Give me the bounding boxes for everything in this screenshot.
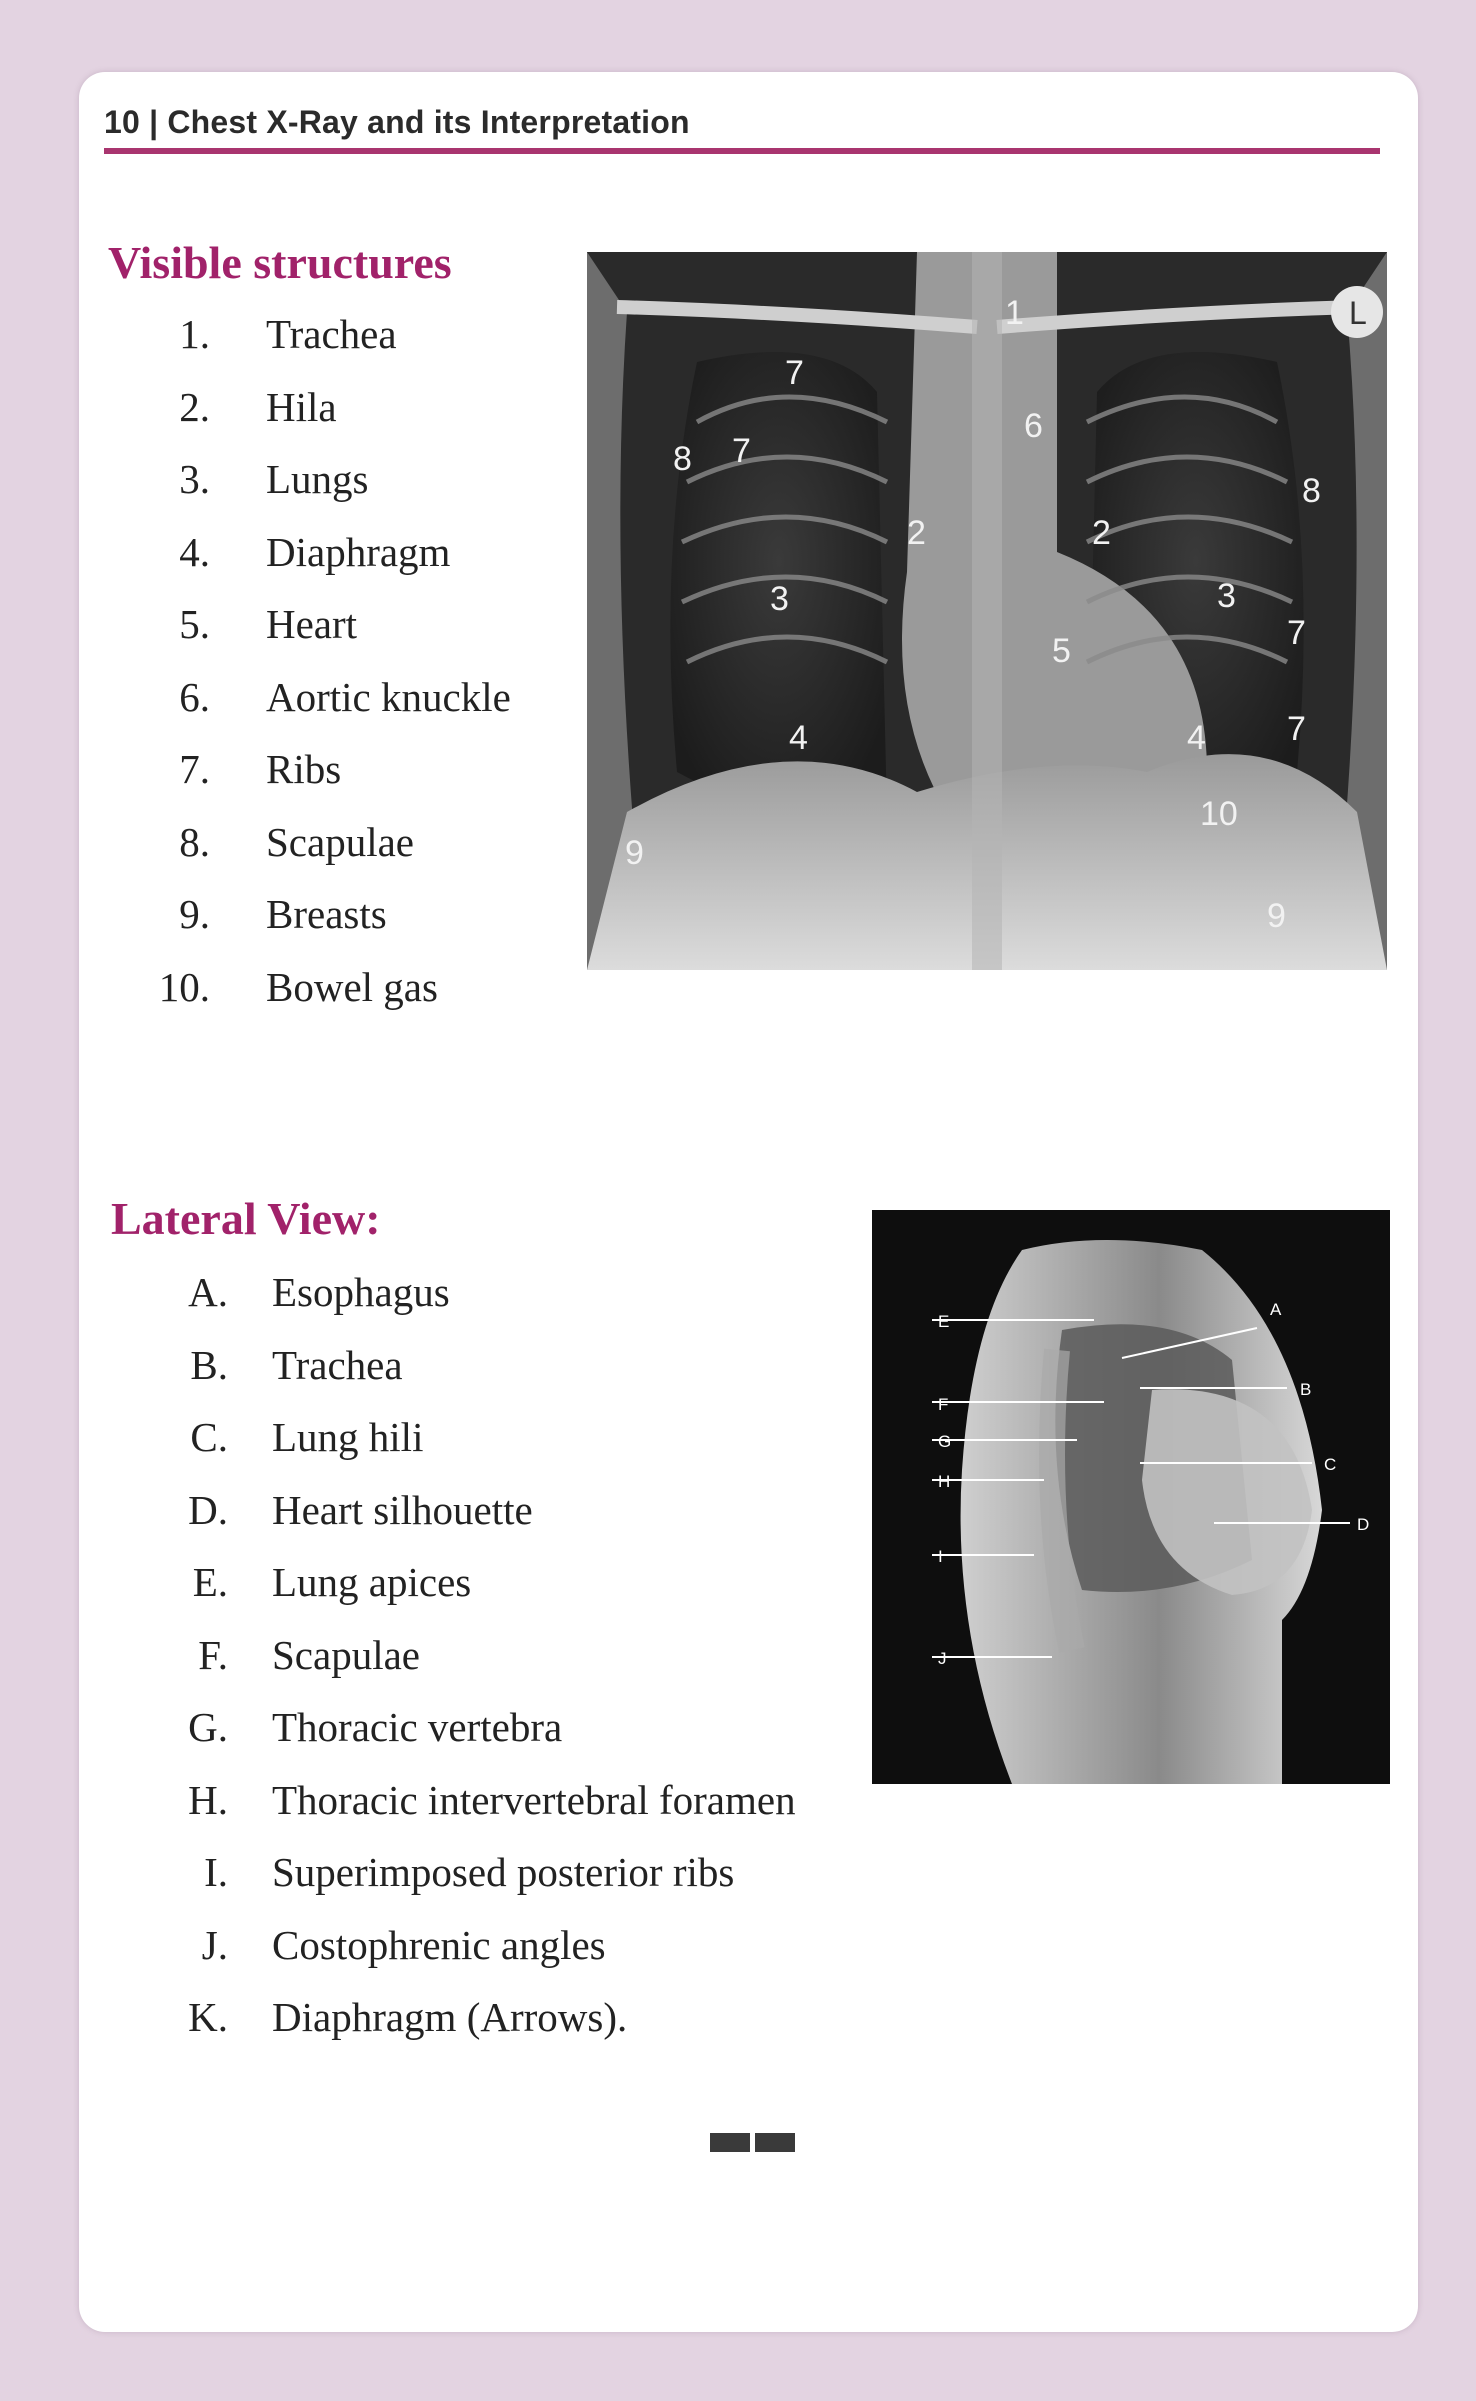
xray-label: 7 [1287, 710, 1306, 748]
list-item: D. Heart silhouette [188, 1486, 533, 1533]
lateral-chest-xray-image [872, 1210, 1390, 1784]
list-item: 9. Breasts [179, 891, 387, 937]
visible-structures-heading: Visible structures [108, 237, 452, 288]
lateral-view-heading: Lateral View: [111, 1193, 381, 1244]
running-header [104, 104, 1380, 154]
list-item: 4. Diaphragm [179, 528, 451, 575]
lateral-label: H [938, 1472, 951, 1491]
lateral-label: A [1270, 1300, 1282, 1319]
lateral-view-list [100, 1268, 880, 2066]
list-item: 2. Hila [179, 383, 337, 430]
list-item: C. Lung hili [190, 1414, 424, 1460]
list-item: A. Esophagus [188, 1269, 450, 1315]
list-item: 5. Heart [179, 601, 358, 647]
pa-chest-xray-image [587, 252, 1387, 970]
xray-label: 4 [789, 719, 808, 757]
list-item: 1. Trachea [179, 311, 397, 357]
xray-label: 8 [1302, 472, 1321, 510]
lateral-label: E [938, 1312, 950, 1331]
xray-label: 6 [1024, 407, 1043, 445]
list-item: H. Thoracic intervertebral foramen [188, 1776, 796, 1823]
xray-label: 9 [625, 834, 644, 872]
xray-label: 7 [785, 354, 804, 392]
lateral-label: G [938, 1432, 952, 1451]
list-item: 10. Bowel gas [158, 963, 438, 1010]
list-item: F. Scapulae [198, 1631, 420, 1678]
list-item: K. Diaphragm (Arrows). [188, 1994, 628, 2040]
lateral-label: D [1357, 1515, 1370, 1534]
xray-label: 3 [770, 580, 789, 618]
list-item: B. Trachea [190, 1341, 403, 1388]
list-item: E. Lung apices [192, 1559, 472, 1605]
lateral-label: I [938, 1547, 943, 1566]
xray-label: 9 [1267, 897, 1286, 935]
xray-label: 7 [1287, 614, 1306, 652]
section-end-mark [710, 2133, 800, 2157]
xray-label: 2 [1092, 514, 1111, 552]
xray-label: 2 [907, 514, 926, 552]
list-item: 7. Ribs [179, 746, 342, 792]
lateral-label: F [938, 1395, 949, 1414]
xray-label: 7 [732, 432, 751, 470]
list-item: 3. Lungs [179, 456, 369, 502]
header-rule [104, 148, 1380, 154]
lateral-label: J [938, 1649, 947, 1668]
lateral-label: C [1324, 1455, 1337, 1474]
visible-structures-list [100, 310, 560, 1035]
lateral-label: B [1300, 1380, 1312, 1399]
xray-label: 8 [673, 440, 692, 478]
xray-label: 10 [1200, 795, 1238, 833]
xray-label: 5 [1052, 632, 1071, 670]
xray-label: 3 [1217, 577, 1236, 615]
list-item: J. Costophrenic angles [201, 1921, 606, 1968]
list-item: G. Thoracic vertebra [188, 1704, 563, 1750]
list-item: I. Superimposed posterior ribs [204, 1849, 735, 1895]
list-item: 6. Aortic knuckle [179, 673, 511, 720]
xray-label: 4 [1187, 719, 1206, 757]
list-item: 8. Scapulae [179, 818, 414, 865]
side-marker: L [1349, 295, 1367, 331]
header-title: 10 | Chest X-Ray and its Interpretation [104, 104, 690, 140]
xray-label: 1 [1005, 294, 1024, 332]
